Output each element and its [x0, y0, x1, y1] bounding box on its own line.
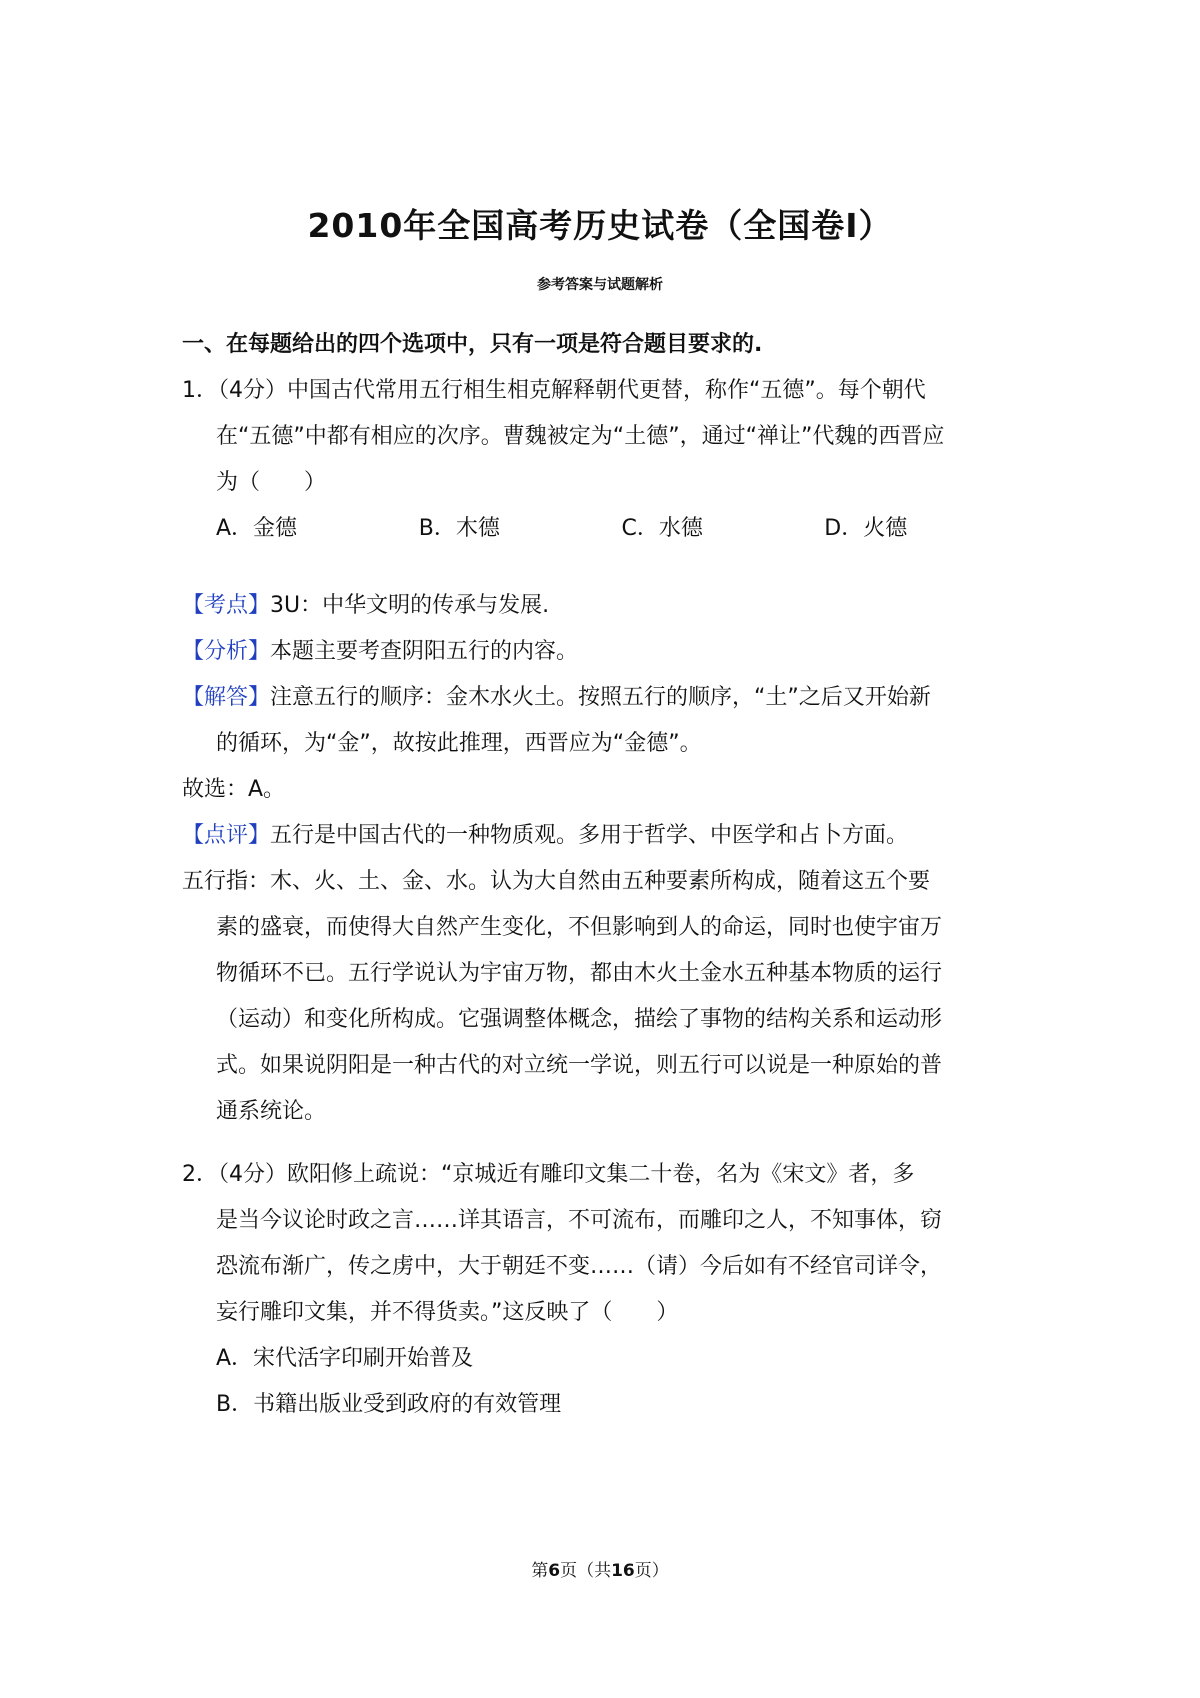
- q1-stem-line-3: 为（ ）: [216, 470, 327, 495]
- q1-answer: 故选：A。: [182, 777, 286, 802]
- q2-stem-line-2: 是当今议论时政之言……详其语言，不可流布，而雕印之人，不知事体，窃: [216, 1208, 943, 1233]
- q1-option-c: C．水德: [621, 516, 703, 541]
- extra-line-3: 物循环不已。五行学说认为宇宙万物，都由木火土金水五种基本物质的运行: [216, 961, 943, 986]
- q1-option-b: B．木德: [418, 516, 500, 541]
- jieda-text-2: 的循环，为“金”，故按此推理，西晋应为“金德”。: [216, 731, 702, 756]
- q1-option-d: D．火德: [824, 516, 908, 541]
- extra-line-2: 素的盛衰，而使得大自然产生变化，不但影响到人的命运，同时也使宇宙万: [216, 915, 943, 940]
- extra-line-1: 五行指：木、火、土、金、水。认为大自然由五种要素所构成，随着这五个要: [182, 869, 931, 894]
- footer-page-number: 6: [548, 1561, 561, 1581]
- q2-option-b: B．书籍出版业受到政府的有效管理: [216, 1392, 562, 1417]
- fenxi-text: 本题主要考查阴阳五行的内容。: [270, 639, 579, 664]
- q1-jieda: [182, 675, 1027, 721]
- section-heading: 一、在每题给出的四个选项中，只有一项是符合题目要求的.: [182, 332, 763, 357]
- footer-pre: 第: [531, 1561, 549, 1581]
- q1-stem-line-1: 1．（4分）中国古代常用五行相生相克解释朝代更替，称作“五德”。每个朝代: [182, 378, 926, 403]
- q2-option-a: A．宋代活字印刷开始普及: [216, 1346, 474, 1371]
- q1-option-a: A．金德: [216, 516, 298, 541]
- footer-mid: 页（共: [560, 1561, 612, 1581]
- q1-kaodian: [182, 583, 1027, 629]
- footer-post: 页）: [634, 1561, 669, 1581]
- q2-stem-line-1: 2．（4分）欧阳修上疏说：“京城近有雕印文集二十卷，名为《宋文》者，多: [182, 1162, 915, 1187]
- q2-stem-line-3: 恐流布渐广，传之虏中，大于朝廷不变……（请）今后如有不经官司详令，: [216, 1254, 943, 1279]
- jieda-tag: 【解答】: [182, 685, 271, 710]
- extra-line-5: 式。如果说阴阳是一种古代的对立统一学说，则五行可以说是一种原始的普: [216, 1053, 943, 1078]
- q1-fenxi: [182, 629, 1027, 675]
- page-subtitle: 参考答案与试题解析: [537, 277, 663, 293]
- q1-options: [182, 506, 1027, 552]
- page-title: 2010年全国高考历史试卷（全国卷Ⅰ）: [307, 206, 893, 245]
- kaodian-tag: 【考点】: [182, 593, 271, 618]
- page-footer: [0, 1556, 1200, 1581]
- q1-stem-line-2: 在“五德”中都有相应的次序。曹魏被定为“土德”，通过“禅让”代魏的西晋应: [216, 424, 945, 449]
- question-2-block: [182, 1152, 1027, 1428]
- footer-total-pages: 16: [611, 1561, 635, 1581]
- fenxi-tag: 【分析】: [182, 639, 271, 664]
- q1-dianping: [182, 813, 1027, 859]
- jieda-text-1: 注意五行的顺序：金木水火土。按照五行的顺序，“土”之后又开始新: [270, 685, 931, 710]
- question-1-block: [182, 322, 1027, 552]
- dianping-tag: 【点评】: [182, 823, 271, 848]
- extra-line-4: （运动）和变化所构成。它强调整体概念，描绘了事物的结构关系和运动形: [216, 1007, 943, 1032]
- q1-analysis-block: [182, 583, 1027, 1135]
- dianping-text: 五行是中国古代的一种物质观。多用于哲学、中医学和占卜方面。: [270, 823, 909, 848]
- kaodian-text: 3U：中华文明的传承与发展.: [270, 593, 550, 618]
- q2-stem-line-4: 妄行雕印文集，并不得货卖。”这反映了（ ）: [216, 1300, 679, 1325]
- extra-line-6: 通系统论。: [216, 1099, 327, 1124]
